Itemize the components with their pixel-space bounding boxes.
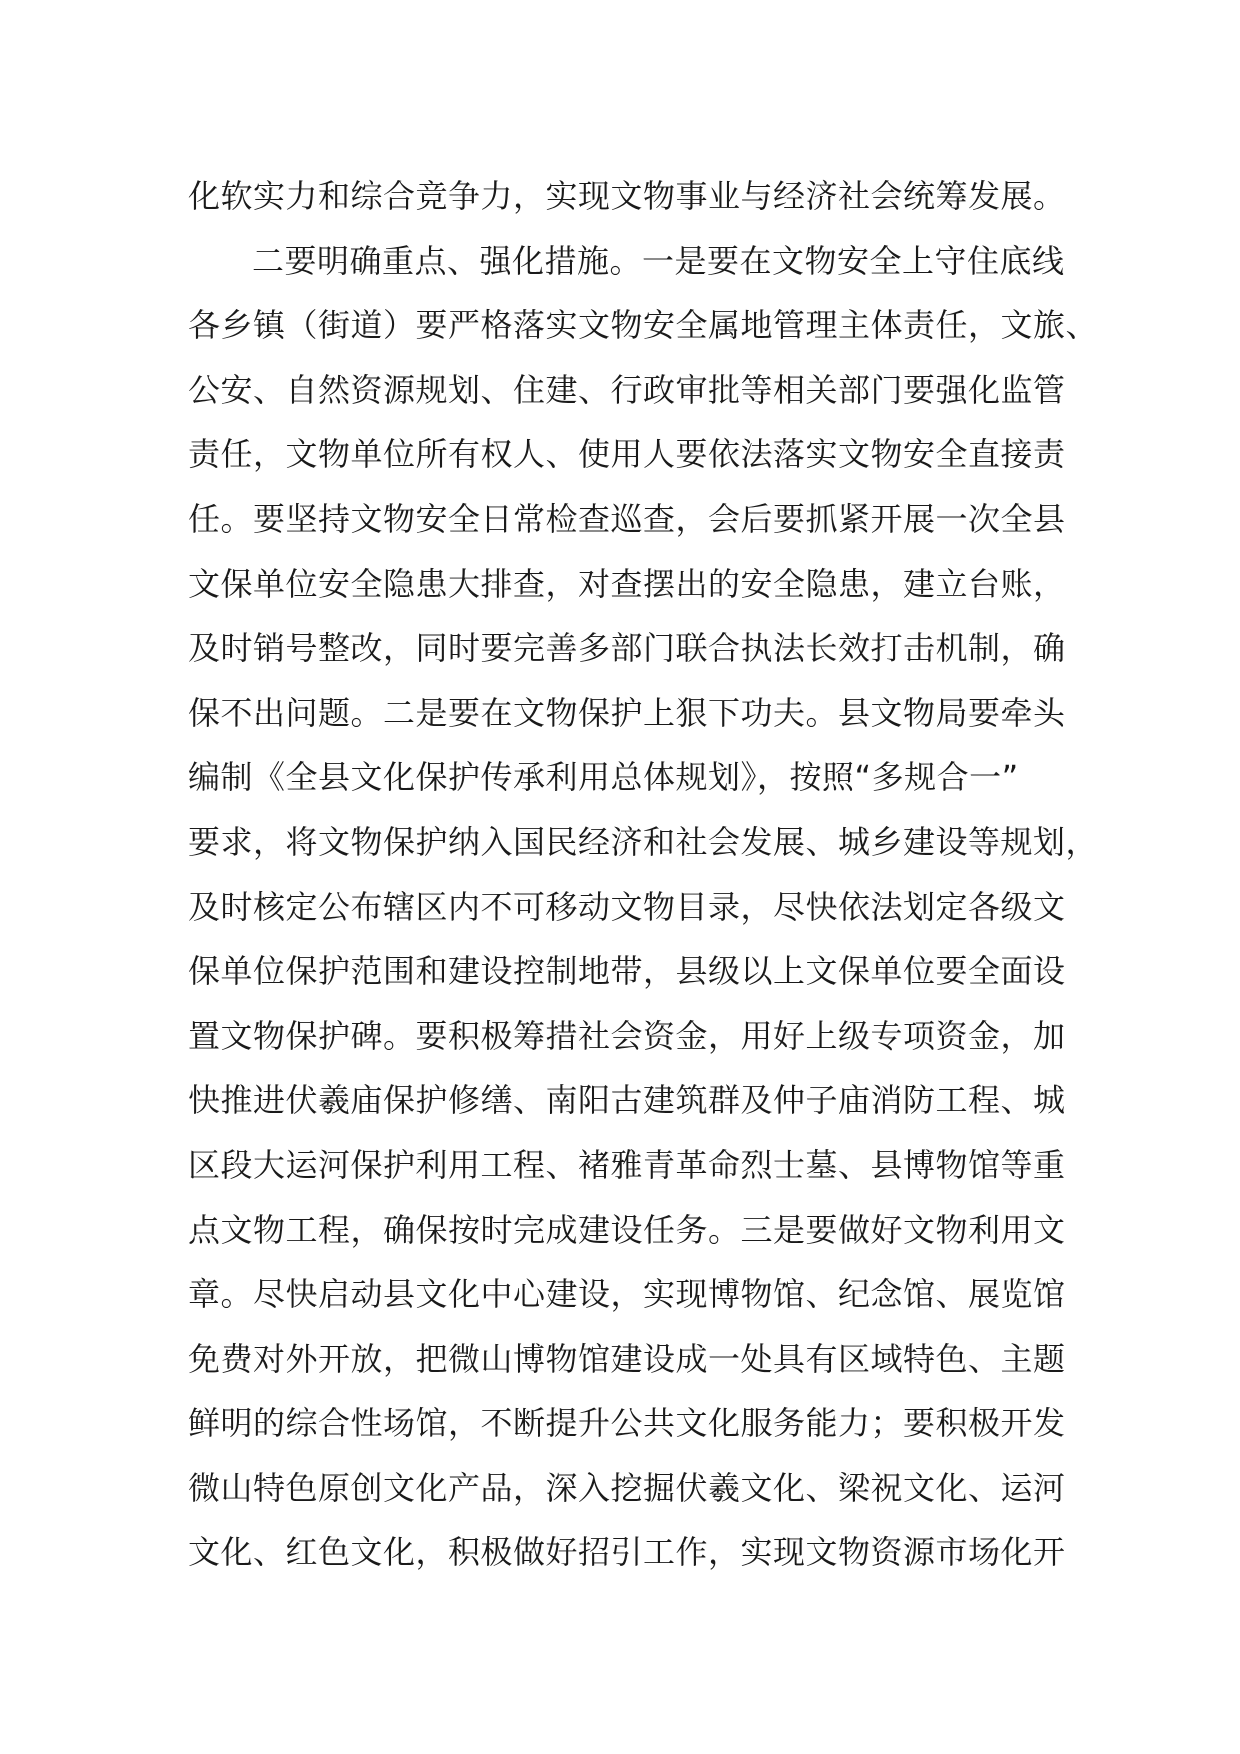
text-line: 公安、自然资源规划、住建、行政审批等相关部门要强化监管 (188, 370, 1066, 409)
text-line: 保不出问题。二是要在文物保护上狠下功夫。县文物局要牵头 (188, 693, 1066, 732)
text-line: 文化、红色文化，积极做好招引工作，实现文物资源市场化开 (188, 1533, 1066, 1572)
text-line: 责任，文物单位所有权人、使用人要依法落实文物安全直接责 (188, 435, 1066, 474)
text-line: 区段大运河保护利用工程、褚雅青革命烈士墓、县博物馆等重 (188, 1145, 1066, 1184)
body-text (188, 164, 1099, 1585)
text-line: 及时核定公布辖区内不可移动文物目录，尽快依法划定各级文 (188, 887, 1066, 926)
text-line: 及时销号整改，同时要完善多部门联合执法长效打击机制，确 (188, 629, 1066, 668)
text-line: 编制《全县文化保护传承利用总体规划》，按照“多规合一” (188, 758, 1019, 797)
text-line: 化软实力和综合竞争力，实现文物事业与经济社会统筹发展。 (188, 177, 1066, 215)
text-line: 快推进伏羲庙保护修缮、南阳古建筑群及仲子庙消防工程、城 (188, 1081, 1066, 1120)
text-line: 置文物保护碑。要积极筹措社会资金，用好上级专项资金，加 (188, 1016, 1066, 1055)
paragraph-first-line: 二要明确重点、强化措施。一是要在文物安全上守住底线 (252, 241, 1065, 280)
text-line: 要求，将文物保护纳入国民经济和社会发展、城乡建设等规划， (188, 822, 1099, 861)
text-line: 鲜明的综合性场馆，不断提升公共文化服务能力；要积极开发 (188, 1404, 1066, 1443)
text-line: 任。要坚持文物安全日常检查巡查，会后要抓紧开展一次全县 (188, 499, 1066, 538)
text-line: 微山特色原创文化产品，深入挖掘伏羲文化、梁祝文化、运河 (188, 1468, 1066, 1507)
text-line: 章。尽快启动县文化中心建设，实现博物馆、纪念馆、展览馆 (188, 1275, 1066, 1314)
text-line: 免费对外开放，把微山博物馆建设成一处具有区域特色、主题 (188, 1339, 1066, 1378)
text-line: 点文物工程，确保按时完成建设任务。三是要做好文物利用文 (188, 1210, 1066, 1249)
text-line: 各乡镇（街道）要严格落实文物安全属地管理主体责任，文旅、 (188, 306, 1099, 345)
text-line: 文保单位安全隐患大排查，对查摆出的安全隐患，建立台账， (188, 564, 1066, 603)
text-line: 保单位保护范围和建设控制地带，县级以上文保单位要全面设 (188, 952, 1066, 991)
